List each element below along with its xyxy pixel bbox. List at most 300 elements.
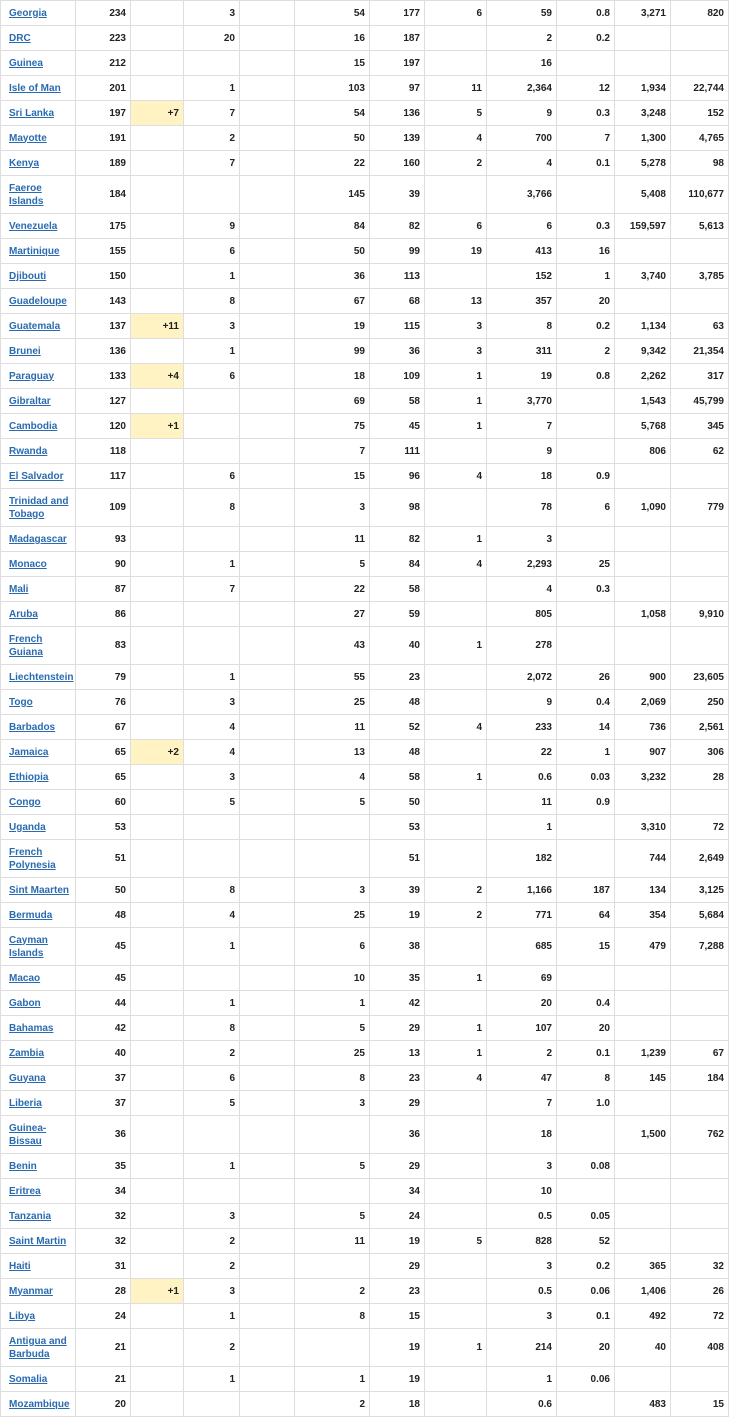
new-deaths-cell: [240, 715, 295, 740]
cases-per-million-cell: 16: [487, 51, 557, 76]
total-cases-cell: 189: [76, 151, 131, 176]
table-row: [1, 414, 729, 439]
total-cases-cell: 197: [76, 101, 131, 126]
table-row: [1, 690, 729, 715]
serious-critical-cell: [425, 1367, 487, 1392]
country-link[interactable]: Macao: [9, 972, 41, 984]
new-deaths-cell: [240, 76, 295, 101]
table-row: [1, 1367, 729, 1392]
country-link[interactable]: Paraguay: [9, 370, 55, 382]
total-tests-cell: 907: [615, 740, 671, 765]
total-recovered-cell: 50: [295, 239, 370, 264]
active-cases-cell: 36: [370, 339, 425, 364]
country-cell: [1, 577, 76, 602]
deaths-per-million-cell: 25: [557, 552, 615, 577]
table-row: [1, 966, 729, 991]
total-tests-cell: 1,134: [615, 314, 671, 339]
total-cases-cell: 31: [76, 1254, 131, 1279]
total-cases-cell: 45: [76, 928, 131, 966]
serious-critical-cell: [425, 1392, 487, 1417]
new-deaths-cell: [240, 1304, 295, 1329]
new-deaths-cell: [240, 314, 295, 339]
table-row: [1, 627, 729, 665]
cases-per-million-cell: 4: [487, 151, 557, 176]
total-cases-cell: 120: [76, 414, 131, 439]
deaths-per-million-cell: 16: [557, 239, 615, 264]
country-cell: [1, 126, 76, 151]
country-link[interactable]: Aruba: [9, 608, 38, 620]
total-tests-cell: [615, 1204, 671, 1229]
table-row: [1, 339, 729, 364]
total-deaths-cell: 7: [184, 577, 240, 602]
new-deaths-cell: [240, 690, 295, 715]
total-cases-cell: 201: [76, 76, 131, 101]
serious-critical-cell: [425, 1204, 487, 1229]
new-deaths-cell: [240, 364, 295, 389]
deaths-per-million-cell: 0.05: [557, 1204, 615, 1229]
country-link[interactable]: Kenya: [9, 157, 40, 169]
new-deaths-cell: [240, 1254, 295, 1279]
total-deaths-cell: 4: [184, 715, 240, 740]
serious-critical-cell: 2: [425, 903, 487, 928]
total-cases-cell: 60: [76, 790, 131, 815]
new-cases-cell: [131, 264, 184, 289]
total-tests-cell: 806: [615, 439, 671, 464]
country-link[interactable]: Guyana: [9, 1072, 46, 1084]
total-cases-cell: 87: [76, 577, 131, 602]
active-cases-cell: 29: [370, 1254, 425, 1279]
serious-critical-cell: [425, 690, 487, 715]
tests-per-million-cell: [671, 991, 729, 1016]
tests-per-million-cell: 152: [671, 101, 729, 126]
table-row: [1, 314, 729, 339]
total-cases-cell: 51: [76, 840, 131, 878]
table-row: [1, 1279, 729, 1304]
cases-per-million-cell: 233: [487, 715, 557, 740]
serious-critical-cell: [425, 665, 487, 690]
table-row: [1, 176, 729, 214]
new-cases-cell: [131, 1229, 184, 1254]
new-cases-cell: [131, 790, 184, 815]
new-cases-cell: [131, 627, 184, 665]
total-cases-cell: 53: [76, 815, 131, 840]
serious-critical-cell: 1: [425, 1041, 487, 1066]
serious-critical-cell: 4: [425, 552, 487, 577]
serious-critical-cell: [425, 51, 487, 76]
active-cases-cell: 18: [370, 1392, 425, 1417]
total-recovered-cell: 5: [295, 790, 370, 815]
country-link[interactable]: Mali: [9, 583, 29, 595]
total-cases-cell: 118: [76, 439, 131, 464]
country-link[interactable]: Brunei: [9, 345, 41, 357]
new-cases-cell: [131, 966, 184, 991]
country-link[interactable]: Gabon: [9, 997, 41, 1009]
country-link[interactable]: Guatemala: [9, 320, 61, 332]
cases-per-million-cell: 828: [487, 1229, 557, 1254]
deaths-per-million-cell: 0.3: [557, 214, 615, 239]
table-row: [1, 928, 729, 966]
total-recovered-cell: 75: [295, 414, 370, 439]
new-cases-cell: +11: [131, 314, 184, 339]
total-deaths-cell: 4: [184, 903, 240, 928]
country-cell: [1, 815, 76, 840]
country-link[interactable]: Congo: [9, 796, 41, 808]
active-cases-cell: 52: [370, 715, 425, 740]
table-row: [1, 765, 729, 790]
cases-per-million-cell: 19: [487, 364, 557, 389]
country-link[interactable]: Martinique: [9, 245, 60, 257]
total-deaths-cell: 20: [184, 26, 240, 51]
new-deaths-cell: [240, 1091, 295, 1116]
active-cases-cell: 197: [370, 51, 425, 76]
new-cases-cell: [131, 527, 184, 552]
table-row: [1, 1329, 729, 1367]
total-deaths-cell: [184, 414, 240, 439]
country-link[interactable]: Saint Martin: [9, 1235, 67, 1247]
total-cases-cell: 234: [76, 1, 131, 26]
country-link[interactable]: Eritrea: [9, 1185, 41, 1197]
cases-per-million-cell: 0.6: [487, 1392, 557, 1417]
country-cell: [1, 602, 76, 627]
tests-per-million-cell: 45,799: [671, 389, 729, 414]
new-cases-cell: [131, 1179, 184, 1204]
country-cell: [1, 314, 76, 339]
country-link[interactable]: El Salvador: [9, 470, 64, 482]
tests-per-million-cell: [671, 26, 729, 51]
country-link[interactable]: Venezuela: [9, 220, 58, 232]
total-cases-cell: 90: [76, 552, 131, 577]
country-cell: [1, 414, 76, 439]
tests-per-million-cell: [671, 577, 729, 602]
total-recovered-cell: 18: [295, 364, 370, 389]
country-cell: [1, 239, 76, 264]
deaths-per-million-cell: [557, 815, 615, 840]
country-link[interactable]: Madagascar: [9, 533, 67, 545]
deaths-per-million-cell: [557, 414, 615, 439]
new-cases-cell: +4: [131, 364, 184, 389]
deaths-per-million-cell: 0.1: [557, 1041, 615, 1066]
total-tests-cell: [615, 790, 671, 815]
country-link[interactable]: Mayotte: [9, 132, 47, 144]
total-tests-cell: 492: [615, 1304, 671, 1329]
total-recovered-cell: [295, 1329, 370, 1367]
serious-critical-cell: [425, 602, 487, 627]
new-cases-cell: +7: [131, 101, 184, 126]
country-cell: [1, 1329, 76, 1367]
total-tests-cell: 479: [615, 928, 671, 966]
active-cases-cell: 58: [370, 389, 425, 414]
cases-per-million-cell: 357: [487, 289, 557, 314]
country-link[interactable]: Haiti: [9, 1260, 31, 1272]
country-cell: [1, 101, 76, 126]
active-cases-cell: 58: [370, 577, 425, 602]
serious-critical-cell: 1: [425, 527, 487, 552]
cases-per-million-cell: 9: [487, 690, 557, 715]
new-cases-cell: [131, 1041, 184, 1066]
country-link[interactable]: Antigua and Barbuda: [9, 1335, 67, 1360]
new-deaths-cell: [240, 51, 295, 76]
country-link[interactable]: Trinidad and Tobago: [9, 495, 69, 520]
country-link[interactable]: Georgia: [9, 7, 47, 19]
country-link[interactable]: Libya: [9, 1310, 36, 1322]
tests-per-million-cell: 98: [671, 151, 729, 176]
new-deaths-cell: [240, 577, 295, 602]
serious-critical-cell: [425, 1279, 487, 1304]
new-cases-cell: [131, 151, 184, 176]
deaths-per-million-cell: [557, 51, 615, 76]
total-recovered-cell: 54: [295, 1, 370, 26]
total-recovered-cell: [295, 1179, 370, 1204]
country-link[interactable]: Uganda: [9, 821, 46, 833]
serious-critical-cell: [425, 840, 487, 878]
total-cases-cell: 48: [76, 903, 131, 928]
total-tests-cell: [615, 552, 671, 577]
country-link[interactable]: French Polynesia: [9, 846, 56, 871]
total-deaths-cell: 3: [184, 314, 240, 339]
country-link[interactable]: Bahamas: [9, 1022, 54, 1034]
new-cases-cell: [131, 214, 184, 239]
total-cases-cell: 21: [76, 1329, 131, 1367]
table-row: [1, 101, 729, 126]
country-link[interactable]: Jamaica: [9, 746, 49, 758]
active-cases-cell: 23: [370, 1279, 425, 1304]
total-tests-cell: 483: [615, 1392, 671, 1417]
serious-critical-cell: [425, 264, 487, 289]
tests-per-million-cell: [671, 1154, 729, 1179]
deaths-per-million-cell: 0.4: [557, 991, 615, 1016]
cases-per-million-cell: 59: [487, 1, 557, 26]
country-link[interactable]: Myanmar: [9, 1285, 53, 1297]
country-cell: [1, 489, 76, 527]
country-link[interactable]: Guinea: [9, 57, 43, 69]
active-cases-cell: 40: [370, 627, 425, 665]
tests-per-million-cell: 3,125: [671, 878, 729, 903]
new-cases-cell: +2: [131, 740, 184, 765]
country-link[interactable]: Faeroe Islands: [9, 182, 44, 207]
country-link[interactable]: Zambia: [9, 1047, 45, 1059]
country-link[interactable]: Mozambique: [9, 1398, 70, 1410]
new-cases-cell: [131, 1016, 184, 1041]
total-deaths-cell: 8: [184, 1016, 240, 1041]
total-recovered-cell: 8: [295, 1066, 370, 1091]
deaths-per-million-cell: 6: [557, 489, 615, 527]
country-link[interactable]: Tanzania: [9, 1210, 52, 1222]
total-tests-cell: [615, 966, 671, 991]
tests-per-million-cell: [671, 464, 729, 489]
country-cell: [1, 1154, 76, 1179]
total-recovered-cell: 99: [295, 339, 370, 364]
serious-critical-cell: 5: [425, 101, 487, 126]
serious-critical-cell: 6: [425, 1, 487, 26]
country-link[interactable]: Liechtenstein: [9, 671, 74, 683]
total-deaths-cell: 6: [184, 1066, 240, 1091]
new-deaths-cell: [240, 1116, 295, 1154]
total-recovered-cell: 11: [295, 715, 370, 740]
deaths-per-million-cell: [557, 840, 615, 878]
new-deaths-cell: [240, 765, 295, 790]
country-link[interactable]: Sint Maarten: [9, 884, 70, 896]
country-cell: [1, 1254, 76, 1279]
total-deaths-cell: 1: [184, 552, 240, 577]
total-recovered-cell: [295, 1116, 370, 1154]
table-row: [1, 903, 729, 928]
total-deaths-cell: 8: [184, 878, 240, 903]
country-cell: [1, 76, 76, 101]
new-deaths-cell: [240, 176, 295, 214]
new-cases-cell: [131, 126, 184, 151]
total-tests-cell: 5,768: [615, 414, 671, 439]
total-deaths-cell: 1: [184, 264, 240, 289]
table-row: [1, 840, 729, 878]
total-recovered-cell: 54: [295, 101, 370, 126]
serious-critical-cell: 1: [425, 414, 487, 439]
country-cell: [1, 264, 76, 289]
cases-per-million-cell: 3: [487, 1254, 557, 1279]
total-cases-cell: 65: [76, 740, 131, 765]
new-cases-cell: [131, 51, 184, 76]
country-link[interactable]: Isle of Man: [9, 82, 61, 94]
serious-critical-cell: 1: [425, 389, 487, 414]
country-link[interactable]: DRC: [9, 32, 31, 44]
country-cell: [1, 1091, 76, 1116]
country-link[interactable]: Ethiopia: [9, 771, 49, 783]
table-row: [1, 1204, 729, 1229]
total-recovered-cell: 69: [295, 389, 370, 414]
table-row: [1, 289, 729, 314]
total-deaths-cell: 3: [184, 765, 240, 790]
country-link[interactable]: Somalia: [9, 1373, 48, 1385]
deaths-per-million-cell: 20: [557, 289, 615, 314]
country-cell: [1, 715, 76, 740]
tests-per-million-cell: [671, 1367, 729, 1392]
active-cases-cell: 45: [370, 414, 425, 439]
deaths-per-million-cell: [557, 1179, 615, 1204]
new-deaths-cell: [240, 991, 295, 1016]
active-cases-cell: 36: [370, 1116, 425, 1154]
country-link[interactable]: Barbados: [9, 721, 56, 733]
new-deaths-cell: [240, 1179, 295, 1204]
tests-per-million-cell: 23,605: [671, 665, 729, 690]
country-link[interactable]: Liberia: [9, 1097, 42, 1109]
total-cases-cell: 44: [76, 991, 131, 1016]
total-recovered-cell: 1: [295, 1367, 370, 1392]
country-link[interactable]: Gibraltar: [9, 395, 51, 407]
cases-per-million-cell: 2: [487, 1041, 557, 1066]
country-link[interactable]: Guadeloupe: [9, 295, 67, 307]
deaths-per-million-cell: 0.08: [557, 1154, 615, 1179]
total-deaths-cell: 5: [184, 790, 240, 815]
total-deaths-cell: 7: [184, 101, 240, 126]
total-cases-cell: 37: [76, 1091, 131, 1116]
new-deaths-cell: [240, 489, 295, 527]
tests-per-million-cell: 2,561: [671, 715, 729, 740]
serious-critical-cell: 4: [425, 464, 487, 489]
total-recovered-cell: 22: [295, 151, 370, 176]
deaths-per-million-cell: 0.9: [557, 464, 615, 489]
serious-critical-cell: 2: [425, 878, 487, 903]
total-tests-cell: 5,408: [615, 176, 671, 214]
new-cases-cell: [131, 339, 184, 364]
country-cell: [1, 665, 76, 690]
deaths-per-million-cell: [557, 966, 615, 991]
total-tests-cell: 354: [615, 903, 671, 928]
tests-per-million-cell: [671, 1179, 729, 1204]
tests-per-million-cell: [671, 51, 729, 76]
country-cell: [1, 991, 76, 1016]
country-link[interactable]: Cambodia: [9, 420, 58, 432]
serious-critical-cell: [425, 790, 487, 815]
total-recovered-cell: 55: [295, 665, 370, 690]
total-deaths-cell: [184, 1392, 240, 1417]
country-link[interactable]: Togo: [9, 696, 33, 708]
new-deaths-cell: [240, 1229, 295, 1254]
active-cases-cell: 23: [370, 665, 425, 690]
country-link[interactable]: French Guiana: [9, 633, 43, 658]
total-deaths-cell: 8: [184, 289, 240, 314]
total-tests-cell: 2,262: [615, 364, 671, 389]
tests-per-million-cell: 5,613: [671, 214, 729, 239]
total-deaths-cell: 3: [184, 690, 240, 715]
country-cell: [1, 339, 76, 364]
serious-critical-cell: [425, 1091, 487, 1116]
serious-critical-cell: [425, 26, 487, 51]
new-deaths-cell: [240, 1392, 295, 1417]
country-link[interactable]: Rwanda: [9, 445, 48, 457]
country-link[interactable]: Djibouti: [9, 270, 47, 282]
total-cases-cell: 32: [76, 1204, 131, 1229]
cases-per-million-cell: 413: [487, 239, 557, 264]
cases-per-million-cell: 311: [487, 339, 557, 364]
new-deaths-cell: [240, 26, 295, 51]
country-link[interactable]: Bermuda: [9, 909, 53, 921]
country-link[interactable]: Guinea-Bissau: [9, 1122, 47, 1147]
total-cases-cell: 65: [76, 765, 131, 790]
cases-per-million-cell: 1,166: [487, 878, 557, 903]
total-cases-cell: 21: [76, 1367, 131, 1392]
country-cell: [1, 364, 76, 389]
new-cases-cell: [131, 1091, 184, 1116]
total-recovered-cell: 6: [295, 928, 370, 966]
country-cell: [1, 627, 76, 665]
serious-critical-cell: 6: [425, 214, 487, 239]
total-recovered-cell: 36: [295, 264, 370, 289]
deaths-per-million-cell: 1.0: [557, 1091, 615, 1116]
active-cases-cell: 53: [370, 815, 425, 840]
country-link[interactable]: Cayman Islands: [9, 934, 48, 959]
cases-per-million-cell: 152: [487, 264, 557, 289]
cases-per-million-cell: 0.6: [487, 765, 557, 790]
serious-critical-cell: 4: [425, 1066, 487, 1091]
total-cases-cell: 40: [76, 1041, 131, 1066]
new-deaths-cell: [240, 552, 295, 577]
total-tests-cell: 736: [615, 715, 671, 740]
country-link[interactable]: Monaco: [9, 558, 47, 570]
cases-per-million-cell: 3,766: [487, 176, 557, 214]
deaths-per-million-cell: 8: [557, 1066, 615, 1091]
serious-critical-cell: 13: [425, 289, 487, 314]
country-link[interactable]: Benin: [9, 1160, 37, 1172]
total-deaths-cell: 2: [184, 1229, 240, 1254]
new-deaths-cell: [240, 126, 295, 151]
table-row: [1, 715, 729, 740]
country-link[interactable]: Sri Lanka: [9, 107, 55, 119]
new-deaths-cell: [240, 1367, 295, 1392]
table-row: [1, 26, 729, 51]
serious-critical-cell: 1: [425, 627, 487, 665]
total-cases-cell: 184: [76, 176, 131, 214]
total-recovered-cell: 22: [295, 577, 370, 602]
new-deaths-cell: [240, 527, 295, 552]
